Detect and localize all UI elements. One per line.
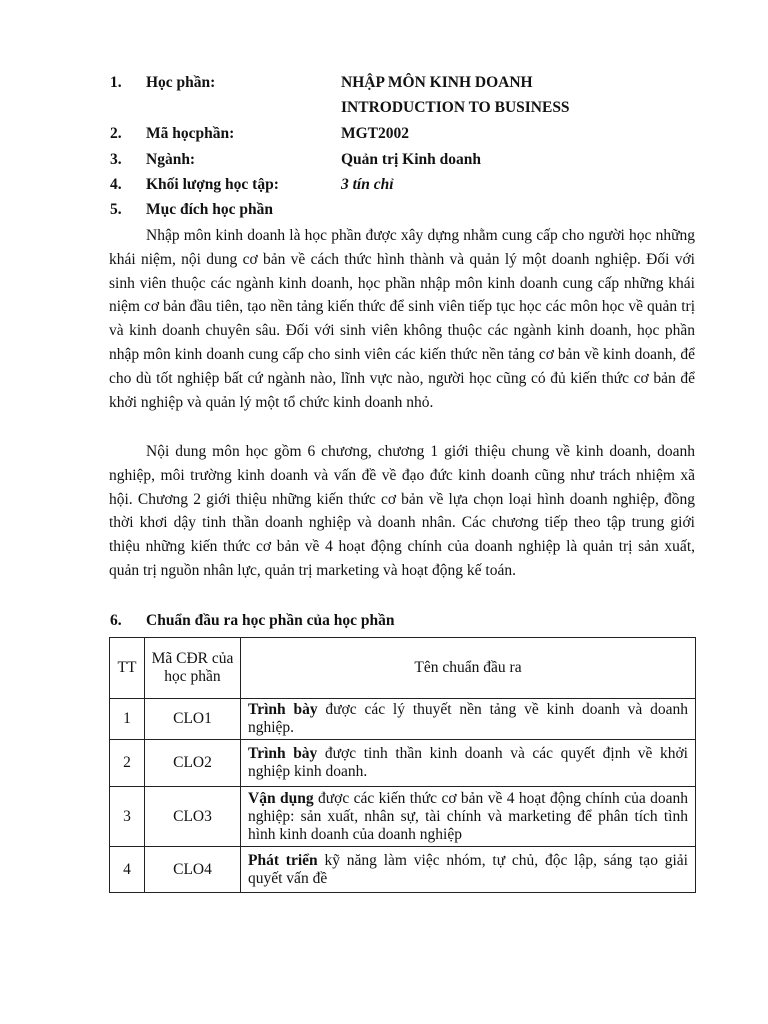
table-row xyxy=(110,847,696,893)
info-label: Học phần: xyxy=(146,74,216,91)
header-tt: TT xyxy=(110,638,145,699)
course-code: MGT2002 xyxy=(341,125,410,142)
section-heading: Chuẩn đầu ra học phần của học phần xyxy=(146,612,395,629)
header-clo-code: Mã CĐR của học phần xyxy=(145,638,241,699)
clo-text: kỹ năng làm việc nhóm, tự chủ, độc lập, sáng tạo giải quyết vấn đề xyxy=(248,851,688,887)
table-row xyxy=(110,699,696,740)
item-number: 5. xyxy=(110,201,122,218)
item-number: 6. xyxy=(110,612,122,629)
major-name: Quản trị Kinh doanh xyxy=(341,151,481,168)
clo-text: được tinh thần kinh doanh và các quyết định về khởi nghiệp kinh doanh. xyxy=(248,745,688,780)
credits-value: 3 tín chỉ xyxy=(341,176,394,193)
clo-code: CLO2 xyxy=(145,740,241,787)
clo-description xyxy=(241,699,696,740)
item-number: 2. xyxy=(110,125,122,142)
section-heading: Mục đích học phần xyxy=(146,201,274,218)
info-label: Mã họcphần: xyxy=(146,125,235,142)
row-number: 3 xyxy=(110,787,145,847)
clo-verb: Trình bày xyxy=(248,701,318,718)
clo-verb: Vận dụng xyxy=(248,789,314,807)
clo-code: CLO4 xyxy=(145,847,241,893)
clo-description xyxy=(241,787,696,847)
learning-outcomes-table xyxy=(109,637,696,893)
table-row xyxy=(110,787,696,847)
clo-text: được các kiến thức cơ bản về 4 hoạt động chính của doanh nghiệp: sản xuất, nhân sự, tài chính và marketing để phân tích tình hình kinh doanh của doanh nghiệp xyxy=(248,789,688,843)
clo-text: được các lý thuyết nền tảng về kinh doanh và doanh nghiệp. xyxy=(248,701,688,736)
purpose-paragraph-1: Nhập môn kinh doanh là học phần được xây dựng nhằm cung cấp cho người học những khái niệm, nội dung cơ bản về cách thức hình thành và quản lý một doanh nghiệp. Đối với sinh viên thuộc các ngành kinh doanh, học phần nhập môn kinh doanh cung cấp những khái niệm cơ bản đầu tiên, tạo nền tảng kiến thức để sinh viên tiếp tục học các môn học về quản trị và kinh doanh chuyên sâu. Đối với sinh viên không thuộc các ngành kinh doanh, học phần nhập môn kinh doanh cung cấp cho sinh viên các kiến thức nền tảng cơ bản về kinh doanh, để cho dù tốt nghiệp bất cứ ngành nào, lĩnh vực nào, người học cũng có đủ kiến thức cơ bản để khởi nghiệp và quản lý một tổ chức kinh doanh nhỏ. xyxy=(109,227,695,411)
clo-description xyxy=(241,847,696,893)
info-label: Khối lượng học tập: xyxy=(146,176,279,193)
clo-description xyxy=(241,740,696,787)
purpose-paragraph-2: Nội dung môn học gồm 6 chương, chương 1 giới thiệu chung về kinh doanh, doanh nghiệp, môi trường kinh doanh và vấn đề về đạo đức kinh doanh cũng như trách nhiệm xã hội. Chương 2 giới thiệu những kiến thức cơ bản về lựa chọn loại hình doanh nghiệp, đồng thời khơi dậy tinh thần doanh nghiệp và doanh nhân. Các chương tiếp theo tập trung giới thiệu những kiến thức cơ bản về 4 hoạt động chính của doanh nghiệp là quản trị sản xuất, quản trị nguồn nhân lực, quản trị marketing và hoạt động kế toán. xyxy=(109,443,695,579)
clo-verb: Trình bày xyxy=(248,745,318,762)
item-number: 3. xyxy=(110,151,122,168)
course-name-en: INTRODUCTION TO BUSINESS xyxy=(341,99,570,116)
item-number: 4. xyxy=(110,176,122,193)
table-row xyxy=(110,740,696,787)
clo-code: CLO1 xyxy=(145,699,241,740)
row-number: 1 xyxy=(110,699,145,740)
table-header-row xyxy=(110,638,696,699)
item-number: 1. xyxy=(110,74,122,91)
info-label: Ngành: xyxy=(146,151,196,168)
clo-code: CLO3 xyxy=(145,787,241,847)
clo-verb: Phát triển xyxy=(248,851,318,869)
row-number: 2 xyxy=(110,740,145,787)
course-name-vi: NHẬP MÔN KINH DOANH xyxy=(341,74,533,91)
header-clo-name: Tên chuẩn đầu ra xyxy=(241,638,696,699)
row-number: 4 xyxy=(110,847,145,893)
